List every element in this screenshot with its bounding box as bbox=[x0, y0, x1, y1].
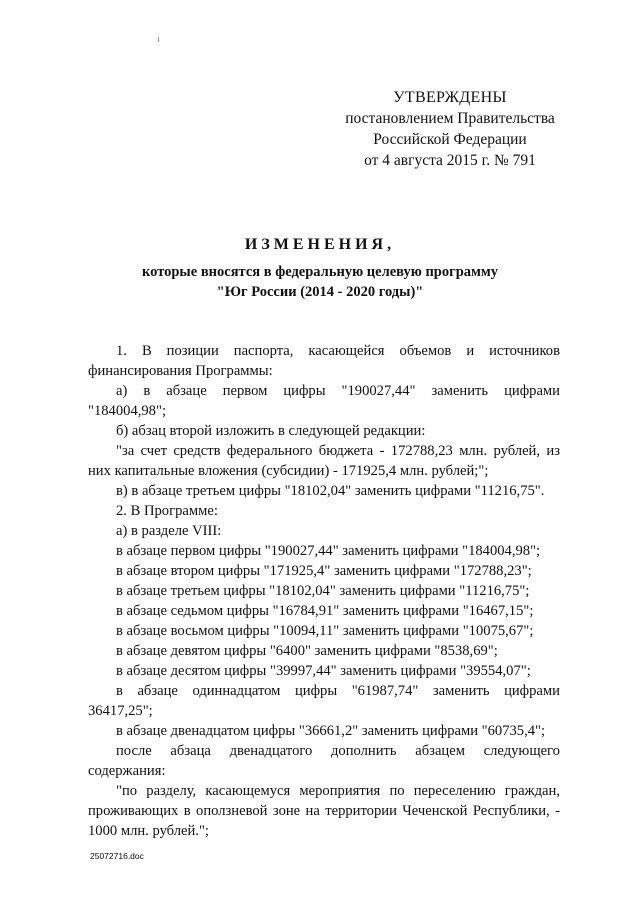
approval-block bbox=[330, 87, 570, 171]
body-line: а) в абзаце первом цифры "190027,44" заменить цифрами bbox=[116, 383, 560, 399]
body-line: 2. В Программе: bbox=[116, 503, 218, 519]
body-line: в абзаце первом цифры "190027,44" заменить цифрами "184004,98"; bbox=[116, 543, 541, 559]
body-line: в абзаце восьмом цифры "10094,11" заменить цифрами "10075,67"; bbox=[116, 623, 534, 639]
body-line: в абзаце седьмом цифры "16784,91" заменить цифрами "16467,15"; bbox=[116, 603, 534, 619]
document-subtitle bbox=[60, 262, 580, 302]
body-line: в абзаце одиннадцатом цифры "61987,74" заменить цифрами bbox=[116, 683, 560, 699]
body-line: в абзаце девятом цифры "6400" заменить цифрами "8538,69"; bbox=[116, 643, 498, 659]
body-line: проживающих в оползневой зоне на территории Чеченской Республики, - bbox=[88, 803, 560, 819]
body-line: а) в разделе VIII: bbox=[116, 523, 222, 539]
body-line: 36417,25"; bbox=[88, 703, 153, 719]
program-name: "Юг России (2014 - 2020 годы)" bbox=[216, 284, 424, 300]
subtitle-line: которые вносятся в федеральную целевую программу bbox=[141, 264, 499, 280]
body-line: после абзаца двенадцатого дополнить абзацем следующего bbox=[116, 743, 560, 759]
body-line: финансирования Программы: bbox=[88, 363, 273, 379]
file-name: 25072716.doc bbox=[90, 851, 144, 861]
body-line: в абзаце десятом цифры "39997,44" заменить цифрами "39554,07"; bbox=[116, 663, 531, 679]
body-line: содержания: bbox=[88, 763, 166, 779]
approval-header: УТВЕРЖДЕНЫ bbox=[393, 89, 507, 106]
approval-line: Российской Федерации bbox=[373, 131, 527, 148]
body-line: в) в абзаце третьем цифры "18102,04" заменить цифрами "11216,75". bbox=[116, 483, 545, 499]
body-line: в абзаце втором цифры "171925,4" заменить цифрами "172788,23"; bbox=[116, 563, 532, 579]
body-line: в абзаце третьем цифры "18102,04" заменить цифрами "11216,75"; bbox=[116, 583, 530, 599]
approval-date-number: от 4 августа 2015 г. № 791 bbox=[364, 152, 536, 169]
approval-line: постановлением Правительства bbox=[345, 110, 555, 127]
body-line: б) абзац второй изложить в следующей редакции: bbox=[116, 423, 426, 439]
body-line: них капитальные вложения (субсидии) - 171925,4 млн. рублей;"; bbox=[88, 463, 489, 479]
body-line: "184004,98"; bbox=[88, 403, 166, 419]
body-line: в абзаце двенадцатом цифры "36661,2" заменить цифрами "60735,4"; bbox=[116, 723, 546, 739]
body-line: 1000 млн. рублей."; bbox=[88, 823, 209, 839]
body-line: 1. В позиции паспорта, касающейся объемов и источников bbox=[116, 343, 560, 359]
document-heading: ИЗМЕНЕНИЯ, bbox=[244, 236, 396, 253]
body-line: "по разделу, касающемуся мероприятия по переселению граждан, bbox=[116, 783, 560, 799]
scan-mark bbox=[158, 37, 159, 42]
document-body bbox=[88, 341, 560, 841]
body-line: "за счет средств федерального бюджета - 172788,23 млн. рублей, из bbox=[116, 443, 560, 459]
